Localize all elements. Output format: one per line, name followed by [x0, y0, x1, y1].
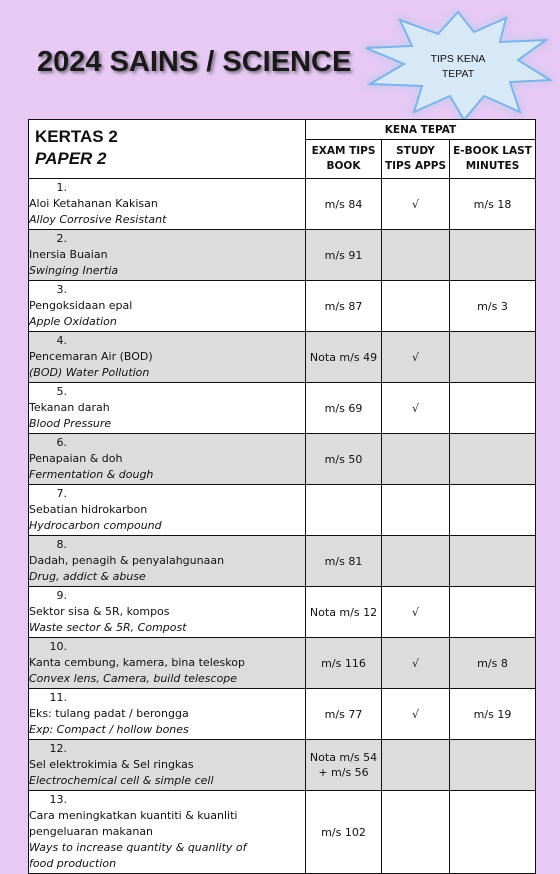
- exam-book-cell: m/s 87: [306, 281, 382, 332]
- study-apps-cell: [382, 230, 450, 281]
- study-apps-cell: √: [382, 689, 450, 740]
- badge-line-1: TIPS KENA: [430, 53, 486, 65]
- study-apps-cell: [382, 434, 450, 485]
- table-row: [29, 383, 536, 434]
- tips-table: [28, 119, 536, 874]
- study-apps-cell: [382, 791, 450, 874]
- exam-book-cell: m/s 102: [306, 791, 382, 874]
- table-row: [29, 536, 536, 587]
- table-row: [29, 281, 536, 332]
- table-row: [29, 791, 536, 874]
- table-row: [29, 740, 536, 791]
- ebook-cell: [450, 230, 536, 281]
- ebook-cell: [450, 485, 536, 536]
- exam-book-cell: Nota m/s 49: [306, 332, 382, 383]
- exam-book-cell: [306, 485, 382, 536]
- group-header: KENA TEPAT: [306, 120, 536, 140]
- study-apps-cell: √: [382, 179, 450, 230]
- table-row: [29, 638, 536, 689]
- ebook-cell: [450, 587, 536, 638]
- col-header-exam-tips-book: EXAM TIPS BOOK: [306, 140, 382, 179]
- exam-book-cell: m/s 81: [306, 536, 382, 587]
- study-apps-cell: √: [382, 638, 450, 689]
- topic-cell: 3. Pengoksidaan epal Apple Oxidation: [29, 281, 306, 332]
- study-apps-cell: [382, 740, 450, 791]
- paper-title-en: PAPER 2: [35, 149, 107, 168]
- topic-cell: 2. Inersia Buaian Swinging Inertia: [29, 230, 306, 281]
- tips-badge: [360, 8, 556, 124]
- topic-cell: 5. Tekanan darah Blood Pressure: [29, 383, 306, 434]
- ebook-cell: m/s 18: [450, 179, 536, 230]
- exam-book-cell: Nota m/s 54 + m/s 56: [306, 740, 382, 791]
- topic-cell: 10. Kanta cembung, kamera, bina teleskop Convex lens, Camera, build telescope: [29, 638, 306, 689]
- table-row: [29, 230, 536, 281]
- exam-book-cell: m/s 116: [306, 638, 382, 689]
- study-apps-cell: [382, 485, 450, 536]
- paper-header: [29, 120, 306, 179]
- exam-book-cell: m/s 91: [306, 230, 382, 281]
- study-apps-cell: [382, 536, 450, 587]
- ebook-cell: [450, 434, 536, 485]
- exam-book-cell: m/s 84: [306, 179, 382, 230]
- exam-book-cell: m/s 69: [306, 383, 382, 434]
- exam-book-cell: m/s 77: [306, 689, 382, 740]
- study-apps-cell: √: [382, 383, 450, 434]
- study-apps-cell: [382, 281, 450, 332]
- topic-cell: 11. Eks: tulang padat / berongga Exp: Compact / hollow bones: [29, 689, 306, 740]
- paper-title-ms: KERTAS 2: [35, 127, 118, 146]
- badge-line-2: TEPAT: [441, 68, 475, 80]
- page-title: 2024 SAINS / SCIENCE: [37, 46, 352, 78]
- topic-cell: 7. Sebatian hidrokarbon Hydrocarbon compound: [29, 485, 306, 536]
- ebook-cell: m/s 3: [450, 281, 536, 332]
- topic-cell: 1. Aloi Ketahanan Kakisan Alloy Corrosive Resistant: [29, 179, 306, 230]
- topic-cell: 13. Cara meningkatkan kuantiti & kuanliti pengeluaran makanan Ways to increase quantity & quanlity of food production: [29, 791, 306, 874]
- exam-book-cell: Nota m/s 12: [306, 587, 382, 638]
- topic-cell: 12. Sel elektrokimia & Sel ringkas Electrochemical cell & simple cell: [29, 740, 306, 791]
- topic-cell: 8. Dadah, penagih & penyalahgunaan Drug, addict & abuse: [29, 536, 306, 587]
- table-row: [29, 587, 536, 638]
- table-row: [29, 179, 536, 230]
- ebook-cell: [450, 791, 536, 874]
- topic-cell: 9. Sektor sisa & 5R, kompos Waste sector & 5R, Compost: [29, 587, 306, 638]
- col-header-ebook-last-minutes: E-BOOK LAST MINUTES: [450, 140, 536, 179]
- ebook-cell: m/s 8: [450, 638, 536, 689]
- table-row: [29, 689, 536, 740]
- topic-cell: 4. Pencemaran Air (BOD) (BOD) Water Pollution: [29, 332, 306, 383]
- exam-book-cell: m/s 50: [306, 434, 382, 485]
- table-row: [29, 434, 536, 485]
- ebook-cell: [450, 536, 536, 587]
- study-apps-cell: √: [382, 332, 450, 383]
- ebook-cell: [450, 383, 536, 434]
- topic-cell: 6. Penapaian & doh Fermentation & dough: [29, 434, 306, 485]
- study-apps-cell: √: [382, 587, 450, 638]
- ebook-cell: m/s 19: [450, 689, 536, 740]
- table-row: [29, 332, 536, 383]
- col-header-study-tips-apps: STUDY TIPS APPS: [382, 140, 450, 179]
- table-row: [29, 485, 536, 536]
- ebook-cell: [450, 332, 536, 383]
- ebook-cell: [450, 740, 536, 791]
